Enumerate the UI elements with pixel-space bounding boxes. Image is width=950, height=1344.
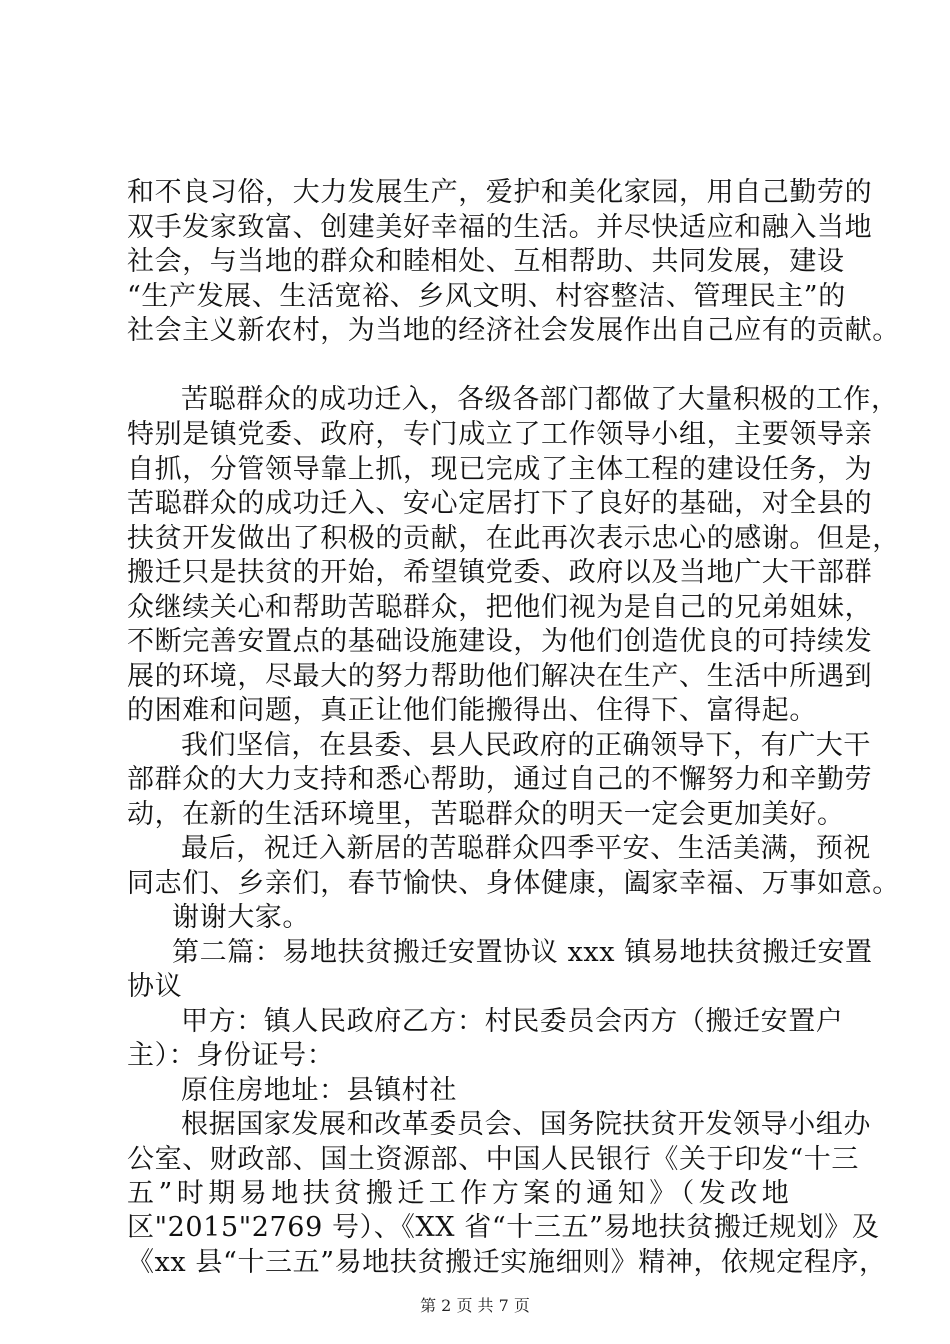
text-line: 不断完善安置点的基础设施建设，为他们创造优良的可持续发 (127, 626, 873, 657)
text-line: 搬迁只是扶贫的开始，希望镇党委、政府以及当地广大干部群 (127, 557, 873, 588)
text-line: 最后，祝迁入新居的苦聪群众四季平安、生活美满，预祝 (181, 833, 871, 864)
text-line: 扶贫开发做出了积极的贡献，在此再次表示忠心的感谢。但是， (127, 523, 900, 554)
text-line: 展的环境，尽最大的努力帮助他们解决在生产、生活中所遇到 (127, 661, 873, 692)
page-number-footer: 第 2 页 共 7 页 (420, 1296, 530, 1315)
text-line: 部群众的大力支持和悉心帮助，通过自己的不懈努力和辛勤劳 (127, 764, 873, 795)
text-line: 众继续关心和帮助苦聪群众，把他们视为是自己的兄弟姐妹， (127, 592, 873, 623)
text-line: 五”时期易地扶贫搬迁工作方案的通知》（发改地 (127, 1178, 794, 1209)
text-line: 主）：身份证号： (127, 1040, 335, 1071)
text-line: 社会主义新农村，为当地的经济社会发展作出自己应有的贡献。 (127, 315, 900, 346)
text-line: 的困难和问题，真正让他们能搬得出、住得下、富得起。 (127, 695, 817, 726)
text-line: 苦聪群众的成功迁入，各级各部门都做了大量积极的工作， (181, 384, 899, 415)
text-line: 苦聪群众的成功迁入、安心定居打下了良好的基础，对全县的 (127, 488, 873, 519)
text-line: 社会，与当地的群众和睦相处、互相帮助、共同发展，建设 (127, 246, 845, 277)
text-line: 区"2015"2769 号）、《XX 省“十三五”易地扶贫搬迁规划》及 (127, 1212, 880, 1243)
text-line: 根据国家发展和改革委员会、国务院扶贫开发领导小组办 (181, 1109, 871, 1140)
text-line: 公室、财政部、国土资源部、中国人民银行《关于印发“十三 (127, 1144, 860, 1175)
text-line: 原住房地址：县镇村社 (181, 1075, 457, 1106)
text-line: 同志们、乡亲们，春节愉快、身体健康，阖家幸福、万事如意。 (127, 868, 900, 899)
section-heading: 第二篇：易地扶贫搬迁安置协议 xxx 镇易地扶贫搬迁安置 (172, 937, 873, 968)
section-heading: 协议 (127, 971, 183, 1002)
text-line: 和不良习俗，大力发展生产，爱护和美化家园，用自己勤劳的 (127, 177, 873, 208)
text-line: 《xx 县“十三五”易地扶贫搬迁实施细则》精神，依规定程序， (127, 1247, 887, 1278)
text-line: 特别是镇党委、政府，专门成立了工作领导小组，主要领导亲 (127, 419, 873, 450)
text-line: 自抓，分管领导靠上抓，现已完成了主体工程的建设任务，为 (127, 454, 873, 485)
text-line: 谢谢大家。 (172, 902, 310, 933)
text-line: “生产发展、生活宽裕、乡风文明、村容整洁、管理民主”的 (127, 281, 846, 312)
text-line: 甲方：镇人民政府乙方：村民委员会丙方（搬迁安置户 (181, 1006, 844, 1037)
text-line: 双手发家致富、创建美好幸福的生活。并尽快适应和融入当地 (127, 212, 873, 243)
text-line: 我们坚信，在县委、县人民政府的正确领导下，有广大干 (181, 730, 871, 761)
text-line: 动，在新的生活环境里，苦聪群众的明天一定会更加美好。 (127, 799, 845, 830)
